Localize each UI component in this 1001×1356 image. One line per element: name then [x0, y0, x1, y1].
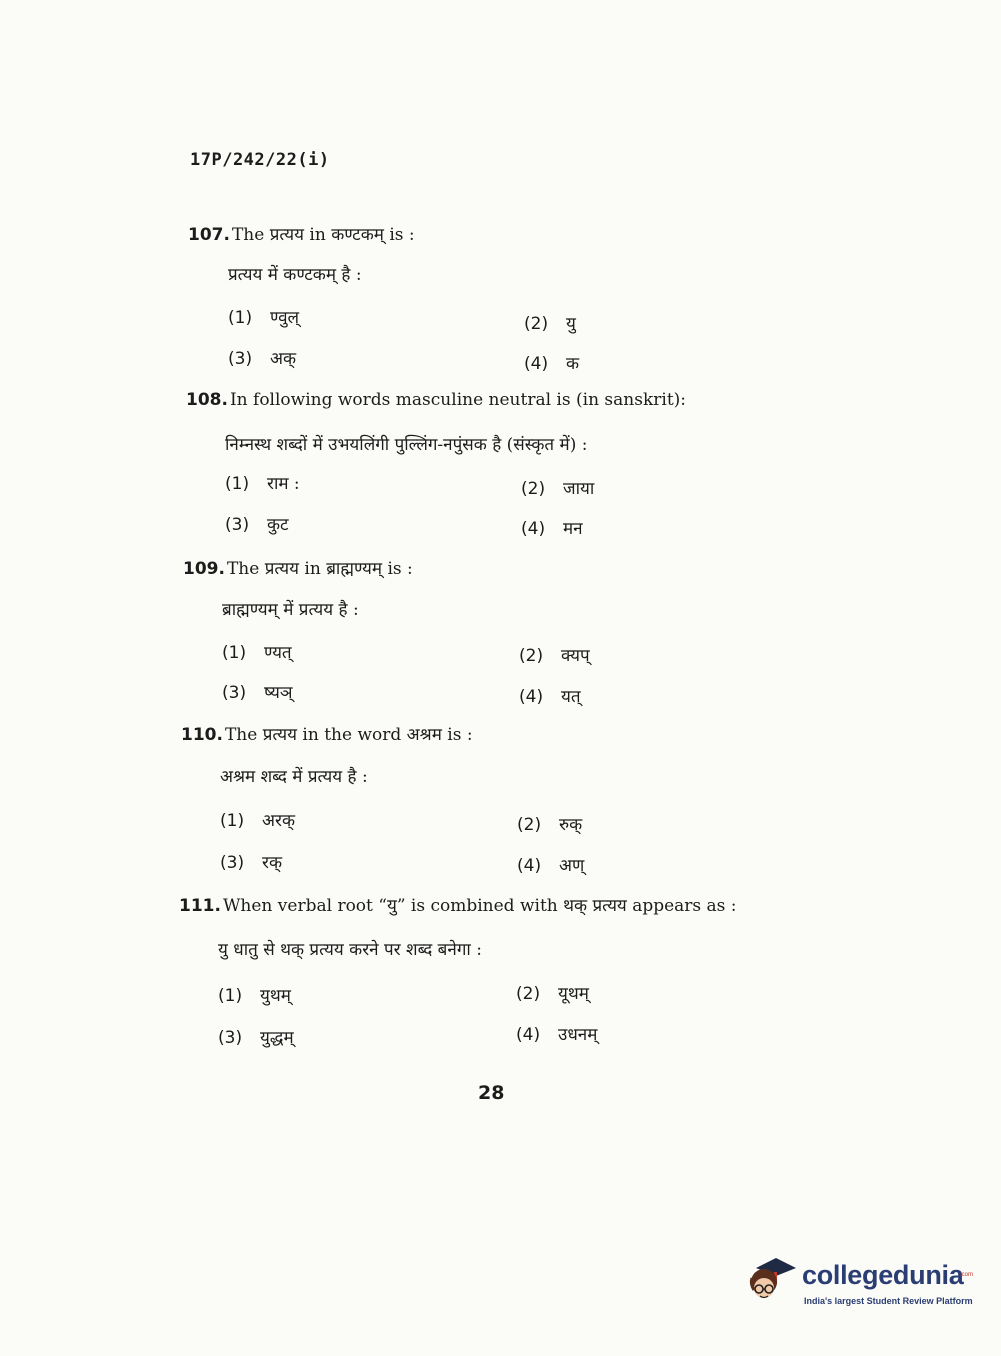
option-3: (3) ष्यञ् [222, 683, 293, 703]
option-4: (4) क [524, 354, 580, 374]
question-text-hi: अश्रम शब्द में प्रत्यय है : [220, 767, 368, 787]
question-number: 108. [186, 390, 228, 410]
question-number: 109. [183, 559, 225, 579]
question-text-en: 111. When verbal root “यु” is combined with थक् प्रत्यय appears as : [179, 896, 737, 916]
question-text-en: 110. The प्रत्यय in the word अश्रम is : [181, 725, 473, 745]
option-1: (1) अरक् [220, 811, 295, 831]
brand-tagline: India's largest Student Review Platform [804, 1296, 973, 1306]
question-text-hi: निम्नस्थ शब्दों में उभयलिंगी पुल्लिंग-नपुंसक है (संस्कृत में) : [225, 435, 588, 455]
option-2: (2) जाया [521, 479, 595, 499]
option-3: (3) रक् [220, 853, 283, 873]
paper-code: 17P/242/22(i) [190, 150, 330, 170]
page-number: 28 [478, 1082, 505, 1104]
option-3: (3) कुट [225, 515, 289, 535]
option-3: (3) अक् [228, 349, 297, 369]
option-2: (2) यु [524, 314, 576, 334]
option-4: (4) अण् [517, 856, 585, 876]
question-text-hi: ब्राह्मण्यम् में प्रत्यय है : [222, 600, 359, 620]
option-1: (1) ण्वुल् [228, 308, 300, 328]
option-2: (2) क्यप् [519, 646, 590, 666]
mascot-logo-icon [742, 1254, 798, 1310]
option-2: (2) रुक् [517, 815, 583, 835]
option-4: (4) यत् [519, 687, 581, 707]
question-number: 107. [188, 225, 230, 245]
option-2: (2) यूथम् [516, 984, 589, 1004]
option-3: (3) युद्धम् [218, 1028, 294, 1048]
question-text-en: 107. The प्रत्यय in कण्टकम् is : [188, 225, 415, 245]
option-1: (1) राम : [225, 474, 300, 494]
brand-name: collegedunia [802, 1260, 964, 1290]
question-text-en: 108. In following words masculine neutral is (in sanskrit): [186, 390, 687, 410]
brand-suffix: .com [960, 1272, 974, 1278]
collegedunia-watermark [742, 1250, 972, 1320]
option-4: (4) उधनम् [516, 1025, 598, 1045]
option-1: (1) ण्यत् [222, 643, 292, 663]
option-1: (1) युथम् [218, 986, 291, 1006]
question-number: 111. [179, 896, 221, 916]
question-text-en: 109. The प्रत्यय in ब्राह्मण्यम् is : [183, 559, 413, 579]
question-text-hi: यु धातु से थक् प्रत्यय करने पर शब्द बनेगा : [218, 940, 482, 960]
option-4: (4) मन [521, 519, 583, 539]
question-number: 110. [181, 725, 223, 745]
question-text-hi: प्रत्यय में कण्टकम् है : [228, 265, 362, 285]
